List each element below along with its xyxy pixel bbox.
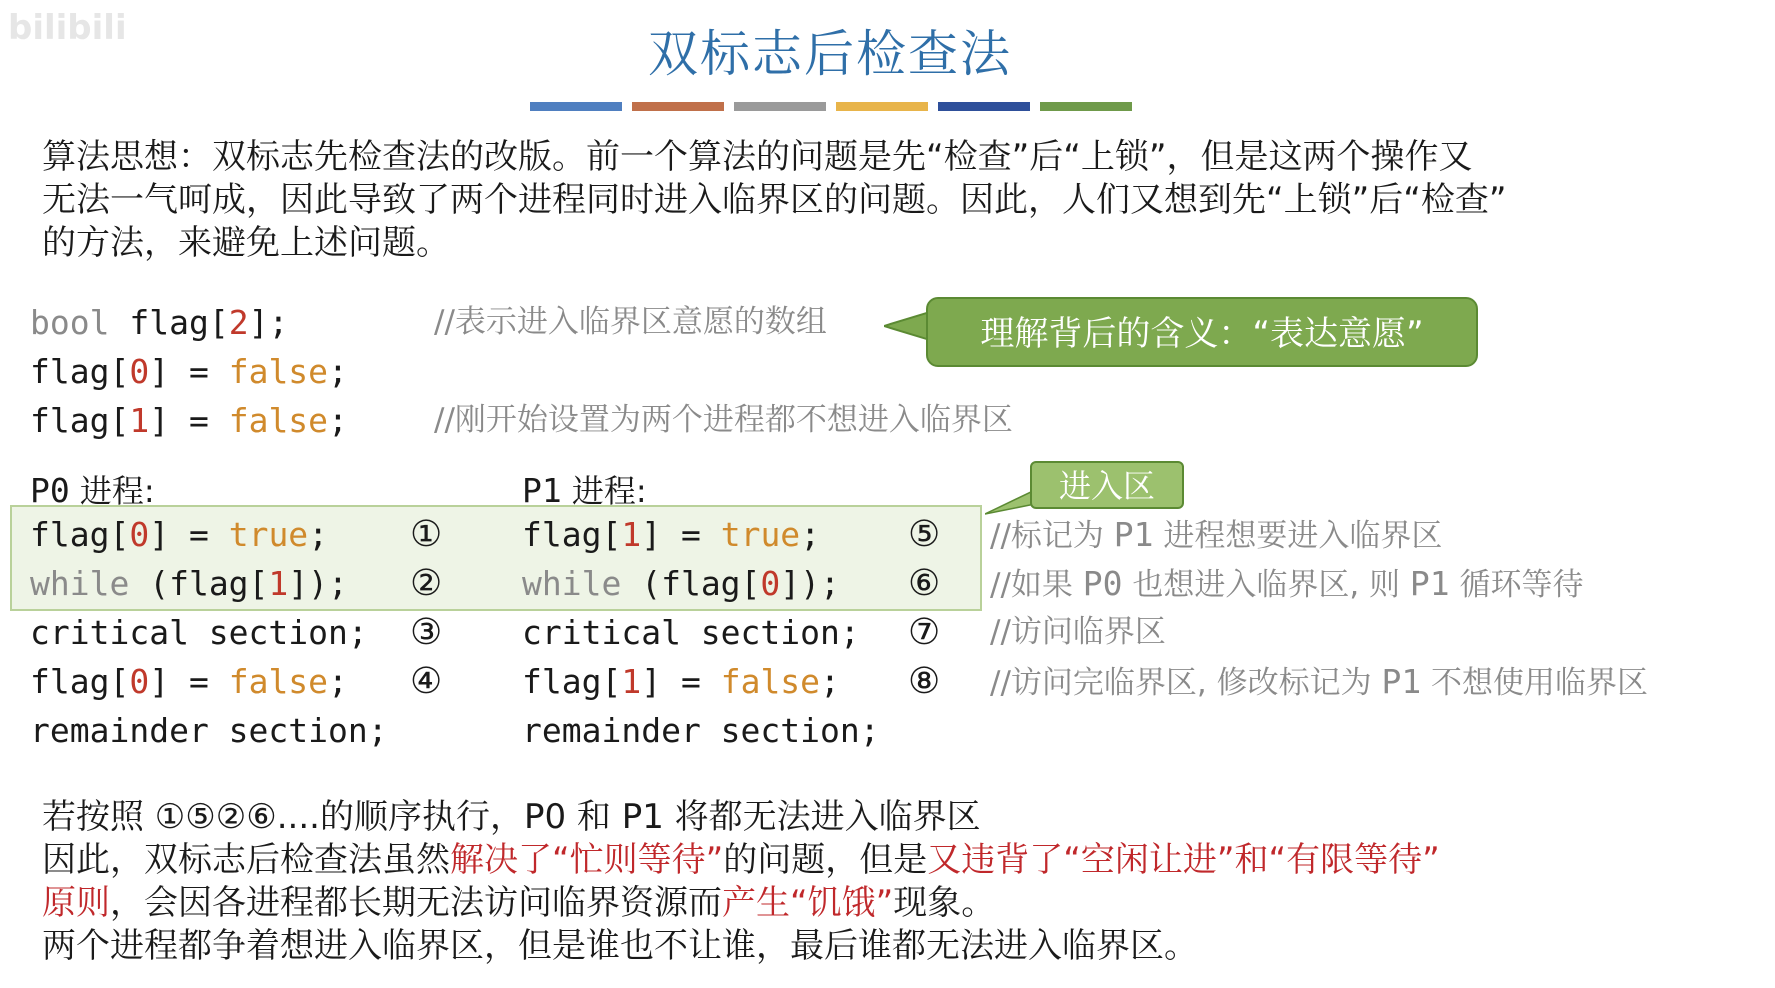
code-text: ; — [328, 401, 348, 440]
code-text: flag[ — [30, 515, 130, 554]
code-literal: true — [720, 515, 801, 554]
comment-line-1 — [990, 510, 1442, 561]
decl-comment-3: //刚开始设置为两个进程都不想进入临界区 — [434, 402, 1013, 438]
p1-line-5: remainder section; — [522, 711, 880, 750]
color-bar — [836, 102, 928, 111]
p1-line-3: critical section; — [522, 613, 860, 652]
code-text: ] = — [149, 401, 229, 440]
conclusion-line — [42, 839, 1742, 882]
intro-line: 的方法，来避免上述问题。 — [42, 223, 450, 263]
code-text: flag[ — [109, 303, 229, 342]
code-text: (flag[ — [621, 564, 761, 603]
code-text: ; — [800, 515, 821, 554]
conclusion-line: 若按照 ①⑤②⑥....的顺序执行，P0 和 P1 将都无法进入临界区 — [42, 797, 981, 837]
comment-process: P1 — [1381, 662, 1422, 701]
step-marker: ⑥ — [908, 563, 941, 604]
comment-text: 也想进入临界区, 则 — [1122, 567, 1410, 603]
p1-line-2 — [522, 559, 840, 608]
comment-line-3: //访问临界区 — [990, 614, 1166, 650]
p0-line-5: remainder section; — [30, 711, 388, 750]
p0-line-3: critical section; — [30, 613, 368, 652]
conclusion-text: 因此，双标志后检查法虽然 — [42, 840, 450, 880]
code-text: flag[ — [522, 662, 622, 701]
comment-line-4 — [990, 657, 1648, 708]
comment-text: //如果 — [990, 567, 1083, 603]
code-text: flag[ — [30, 662, 130, 701]
code-text: ]); — [288, 564, 348, 603]
step-marker: ⑧ — [908, 661, 941, 702]
code-text: flag[ — [30, 352, 130, 391]
code-text: ] = — [641, 515, 721, 554]
code-literal: false — [228, 352, 329, 391]
meaning-callout: 理解背后的含义：“表达意愿” — [926, 297, 1478, 367]
code-text: ; — [820, 662, 840, 701]
step-marker: ② — [410, 563, 443, 604]
color-bar — [1040, 102, 1132, 111]
color-bar — [632, 102, 724, 111]
code-text: ; — [328, 662, 348, 701]
code-number: 1 — [129, 401, 150, 440]
conclusion-line: 两个进程都争着想进入临界区，但是谁也不让谁，最后谁都无法进入临界区。 — [42, 926, 1198, 966]
conclusion-text: 的问题，但是 — [723, 840, 928, 880]
conclusion-text: ，会因各进程都长期无法访问临界资源而 — [110, 883, 722, 923]
code-literal: false — [720, 662, 821, 701]
keyword: bool — [30, 303, 110, 342]
conclusion-block — [42, 796, 1742, 968]
p1-label: P1 — [522, 471, 562, 510]
callout-pointer-icon — [884, 312, 930, 342]
code-text: ] = — [149, 352, 229, 391]
code-text: ]; — [248, 303, 289, 342]
comment-process: P1 — [1113, 515, 1154, 554]
code-literal: false — [228, 401, 329, 440]
code-text: flag[ — [522, 515, 622, 554]
p0-label: P0 — [30, 471, 70, 510]
decl-line-3 — [30, 396, 348, 445]
process-word: 进程: — [561, 472, 647, 510]
comment-text: //标记为 — [990, 518, 1114, 554]
highlight-text: 原则 — [42, 883, 110, 923]
conclusion-line — [42, 882, 1742, 925]
step-marker: ① — [410, 514, 443, 555]
watermark-logo: bilibili — [8, 8, 127, 48]
code-literal: true — [228, 515, 309, 554]
p0-line-1 — [30, 510, 328, 559]
code-literal: false — [228, 662, 329, 701]
code-number: 0 — [129, 515, 150, 554]
intro-line: 算法思想：双标志先检查法的改版。前一个算法的问题是先“检查”后“上锁”，但是这两个操作又 — [42, 137, 1473, 177]
slide-title: 双标志后检查法 — [648, 25, 1012, 83]
entry-section-tag: 进入区 — [1030, 461, 1184, 509]
algorithm-idea-paragraph — [42, 136, 1742, 265]
code-text: ] = — [641, 662, 721, 701]
code-text: ; — [308, 515, 329, 554]
code-text: ] = — [149, 662, 229, 701]
comment-text: 循环等待 — [1449, 567, 1584, 603]
highlight-text: 产生“饥饿” — [722, 883, 894, 923]
color-bar — [734, 102, 826, 111]
p1-line-1 — [522, 510, 820, 559]
comment-text: //访问完临界区, 修改标记为 — [990, 665, 1382, 701]
p1-line-4 — [522, 657, 840, 706]
decl-line-1 — [30, 298, 288, 347]
p1-process-title — [522, 466, 647, 512]
keyword: while — [30, 564, 130, 603]
code-text: flag[ — [30, 401, 130, 440]
title-color-bars — [530, 102, 1132, 111]
comment-process: P1 — [1409, 564, 1450, 603]
highlight-text: 又违背了“空闲让进”和“有限等待” — [927, 840, 1440, 880]
color-bar — [938, 102, 1030, 111]
comment-text: 不想使用临界区 — [1421, 665, 1649, 701]
highlight-text: 解决了“忙则等待” — [450, 840, 724, 880]
code-number: 0 — [129, 352, 150, 391]
code-number: 1 — [268, 564, 289, 603]
keyword: while — [522, 564, 622, 603]
comment-process: P0 — [1082, 564, 1123, 603]
process-word: 进程: — [69, 472, 155, 510]
code-number: 2 — [228, 303, 249, 342]
code-text: ]); — [780, 564, 840, 603]
code-text: ] = — [149, 515, 229, 554]
p0-process-title — [30, 466, 155, 512]
decl-comment-1: //表示进入临界区意愿的数组 — [434, 304, 827, 340]
code-number: 0 — [760, 564, 781, 603]
step-marker: ③ — [410, 612, 443, 653]
code-number: 1 — [621, 662, 642, 701]
code-number: 0 — [129, 662, 150, 701]
decl-line-2 — [30, 347, 348, 396]
p0-line-2 — [30, 559, 348, 608]
code-text: (flag[ — [129, 564, 269, 603]
comment-line-2 — [990, 559, 1584, 610]
comment-text: 进程想要进入临界区 — [1153, 518, 1443, 554]
step-marker: ⑤ — [908, 514, 941, 555]
code-number: 1 — [621, 515, 642, 554]
conclusion-text: 现象。 — [893, 883, 996, 923]
p0-line-4 — [30, 657, 348, 706]
code-text: ; — [328, 352, 348, 391]
step-marker: ④ — [410, 661, 443, 702]
color-bar — [530, 102, 622, 111]
intro-line: 无法一气呵成，因此导致了两个进程同时进入临界区的问题。因此，人们又想到先“上锁”后“检查” — [42, 180, 1507, 220]
step-marker: ⑦ — [908, 612, 941, 653]
